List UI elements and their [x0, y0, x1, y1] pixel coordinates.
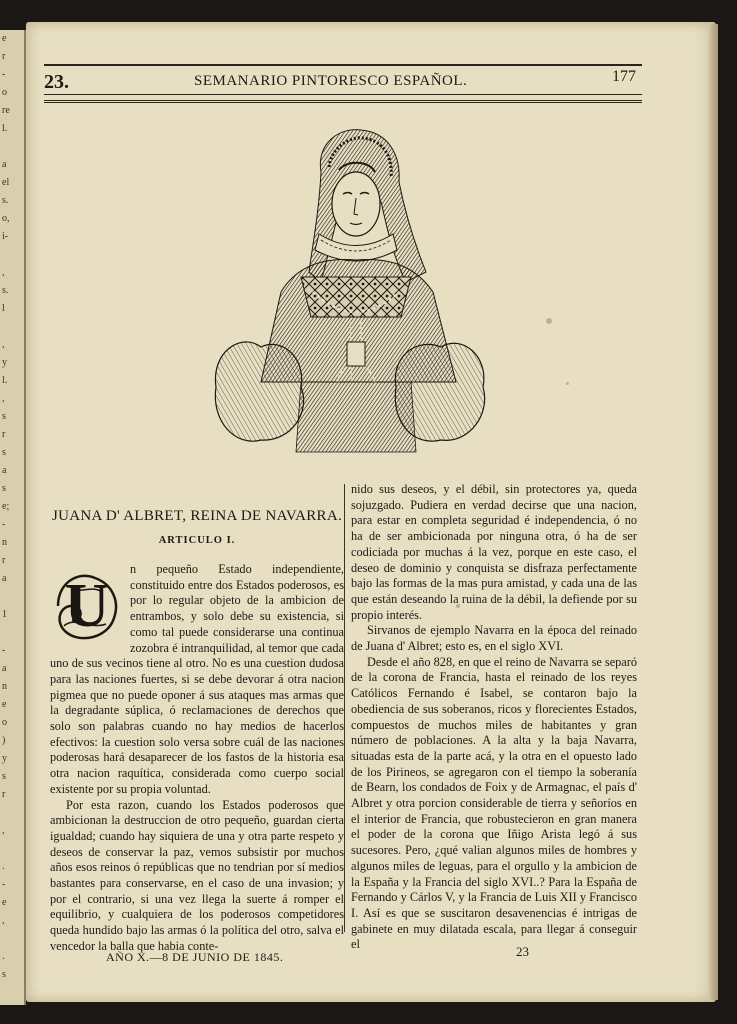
margin-fragment: e — [2, 897, 7, 908]
margin-fragment: - — [2, 645, 6, 656]
margin-fragment: n — [2, 537, 7, 548]
article-title: JUANA D' ALBRET, REINA DE NAVARRA. — [51, 508, 342, 524]
paragraph: n pequeño Estado independiente, constituido entre dos Estados poderosos, es por lo regular objeto de la ambicion de entrambos, y solo debe su existencia, si como tal puede considerarse una continua zozobra é intranquilidad, al temor que cada uno de sus vecinos tiene al otro. No es una cuestion dudosa para las naciones fuertes, si se debe devorar á otra nacion pigmea que no puede oponer á sus ataques mas armas que la degradante súplica, ó reclamaciones de derechos que solo son palabras cuando no hay medios de hacerlos efectivos: la cuestion solo versa sobre cuál de las naciones poderosas hará desaparecer de los fastos de la historia esa otra nacion raquítica, considerada como cuerpo social existente por su propia voluntad. — [50, 562, 344, 796]
margin-fragment: o — [2, 87, 7, 98]
margin-fragment: s — [2, 447, 6, 458]
margin-fragment: a — [2, 159, 7, 170]
margin-fragment — [0, 804, 24, 822]
margin-fragment: , — [2, 267, 5, 278]
margin-fragment: 1 — [2, 609, 7, 620]
margin-fragment — [0, 318, 24, 336]
margin-fragment: l — [2, 303, 5, 314]
margin-fragment: y — [2, 357, 7, 368]
margin-fragment: ) — [2, 735, 6, 746]
margin-fragment: . — [2, 951, 5, 962]
margin-fragment: el — [2, 177, 10, 188]
paragraph: nido sus deseos, y el débil, sin protectores ya, queda sojuzgado. Pudiera en verdad decirse que una nacion, para estar en completa seguridad é independencia, ó no ha de ser ambicionada por ninguna otra, ó ha de ser codiciada por muchas á la vez, porque en este caso, el deseo de dominio y conquista se disfraza perfectamente bajo las formas de la mas pura amistad, y cada una de las que están deseando la ruina de la débil, la defiende por su propio interés. — [351, 482, 637, 622]
margin-fragment — [0, 930, 24, 948]
margin-fragment: . — [2, 861, 5, 872]
paper-stain — [566, 382, 569, 385]
margin-fragment — [0, 138, 24, 156]
left-column — [50, 482, 344, 955]
margin-fragment: s. — [2, 285, 9, 296]
margin-fragment: - — [2, 69, 6, 80]
margin-fragment: e — [2, 699, 7, 710]
margin-fragment: s — [2, 483, 6, 494]
newspaper-page — [26, 22, 716, 1002]
header-rule — [44, 94, 642, 95]
margin-fragment — [0, 246, 24, 264]
paragraph: Sirvanos de ejemplo Navarra en la época del reinado de Juana d' Albret; esto es, en el siglo XVI. — [351, 623, 637, 654]
margin-fragment — [0, 624, 24, 642]
drop-cap-letter: U — [64, 572, 110, 640]
margin-fragment: , — [2, 915, 5, 926]
margin-fragment: o — [2, 717, 7, 728]
margin-fragment: - — [2, 519, 6, 530]
page-number: 177 — [612, 68, 636, 85]
margin-fragment: s — [2, 771, 6, 782]
margin-fragment: n — [2, 681, 7, 692]
margin-fragment — [0, 840, 24, 858]
margin-fragment: re — [2, 105, 10, 116]
margin-fragment: , — [2, 339, 5, 350]
adjacent-page-edge — [0, 30, 26, 1005]
margin-fragment: e; — [2, 501, 10, 512]
margin-fragment: r — [2, 555, 6, 566]
right-column-text — [351, 482, 637, 953]
margin-fragment: a — [2, 465, 7, 476]
margin-fragment: r — [2, 789, 6, 800]
margin-fragment: y — [2, 753, 7, 764]
margin-fragment: , — [2, 393, 5, 404]
margin-fragment: , — [2, 825, 5, 836]
signature-mark: 23 — [516, 944, 529, 959]
margin-fragment: a — [2, 573, 7, 584]
paragraph: Por esta razon, cuando los Estados poderosos que ambicionan la destruccion de otro pequeño, guardan cierta igualdad; cuando hay siquiera de una y otra parte respeto y deseos de conservar la paz, vemos subsistir por muchos años esos reinos ó repúblicas que no tendrian por sí medios bastantes para conservarse, en el caso de una invasion; y por el contrario, si una vez llega la suerte á romper el equilibrio, y cualquiera de los poderosos competidores queda hundido bajo las armas ó la política del otro, salva el vencedor la balla que habia conte- — [50, 797, 344, 953]
margin-fragment: r — [2, 51, 6, 62]
publication-title: SEMANARIO PINTORESCO ESPAÑOL. — [194, 73, 468, 89]
paper-stain — [546, 318, 552, 324]
issue-number: 23. — [44, 71, 69, 93]
margin-fragment: l. — [2, 123, 8, 134]
issue-date-line: AÑO X.—8 DE JUNIO DE 1845. — [106, 950, 284, 964]
margin-fragment: s — [2, 969, 6, 980]
margin-fragment: e — [2, 33, 7, 44]
margin-fragment: - — [2, 879, 6, 890]
margin-fragment: s. — [2, 195, 9, 206]
column-divider — [344, 484, 345, 932]
margin-fragment: s — [2, 411, 6, 422]
drop-cap — [50, 566, 124, 646]
margin-fragment: l. — [2, 375, 8, 386]
page-header — [44, 64, 642, 103]
margin-fragment: a — [2, 663, 7, 674]
portrait-engraving — [201, 122, 491, 457]
margin-fragment — [0, 588, 24, 606]
right-column — [351, 482, 637, 953]
page-edge-shadow — [708, 24, 718, 1000]
paragraph: Desde el año 828, en que el reino de Navarra se separó de la corona de Francia, hasta el reinado de los reyes Católicos Fernando é Isabel, se contaron bajo la obediencia de sus soberanos, ricos y florecientes Estados, compuestos de muchos miles de habitantes y gran número de poblaciones. A la alta y la baja Navarra, situadas esta de la parte acá, y la otra en el opuesto lado de los Pirineos, se agregaron con el tiempo la soberanía de Bearn, los condados de Foix y de Armagnac, el país d' Albret y otra porcion considerable de tierra y señoríos en el interior de Francia, que robustecieron en gran manera el poder de la corona que Iñigo Arista legó á sus sucesores. Pero, ¿qué valian algunos miles de hombres y algunos miles de leguas, para el orgullo y la ambicion de la España y la Francia del siglo XVI..? Para la España de Fernando y Cárlos V, y la Francia de Luis XII y Francisco I. Así es que se suscitaron desavenencias é intrigas de gabinete en muy dilatada escala, para llegar á conseguir el — [351, 654, 637, 952]
margin-fragment: i- — [2, 231, 9, 242]
margin-fragment: r — [2, 429, 6, 440]
margin-fragment: o, — [2, 213, 10, 224]
left-column-text — [50, 562, 344, 955]
portrait-illustration-icon — [201, 122, 491, 457]
article-subtitle: ARTICULO I. — [158, 535, 236, 546]
